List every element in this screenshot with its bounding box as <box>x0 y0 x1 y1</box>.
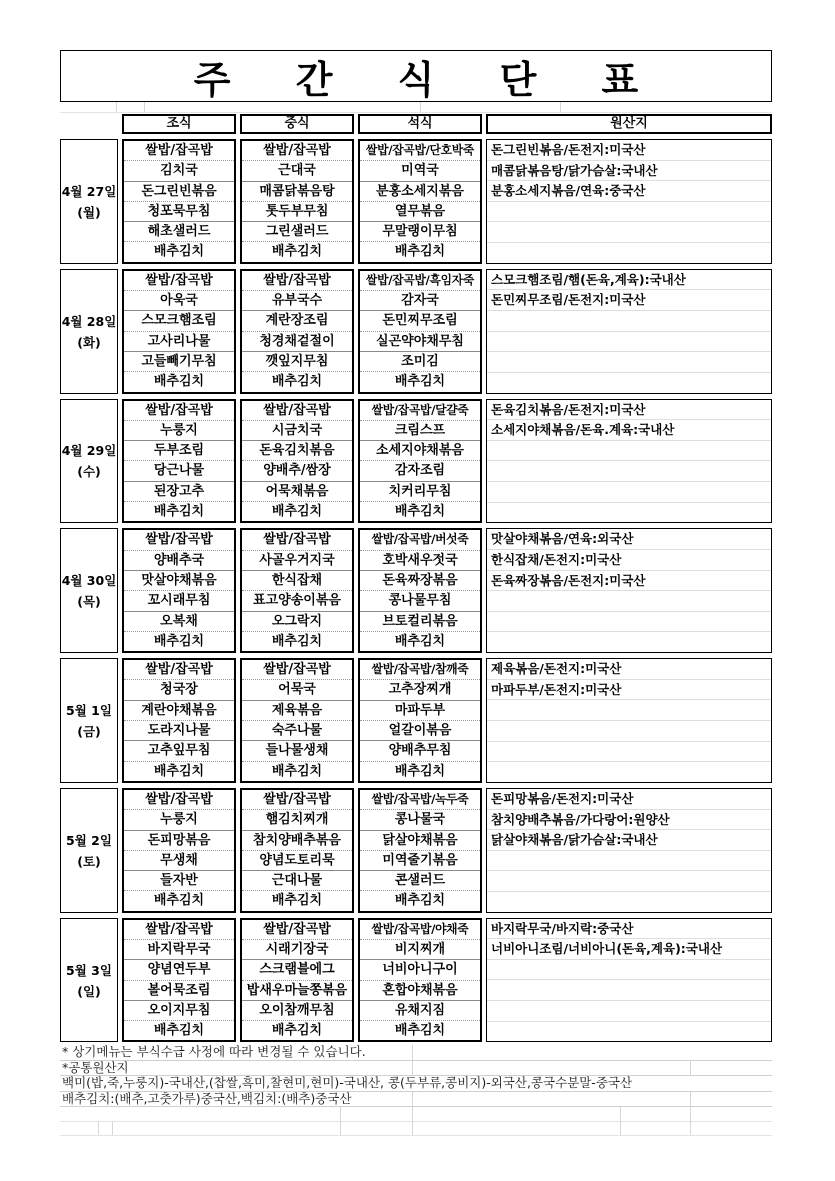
breakfast-menu <box>122 139 236 264</box>
menu-item: 쌀밥/잡곡밥/달걀죽 <box>371 402 469 417</box>
date-cell <box>60 528 118 653</box>
menu-item: 톳두부무침 <box>242 201 352 221</box>
menu-item: 쌀밥/잡곡밥/야채죽 <box>371 921 469 936</box>
menu-item: 감자국 <box>360 290 480 310</box>
menu-item: 고추장찌개 <box>360 679 480 699</box>
origin-line <box>487 461 771 482</box>
menu-item: 스모크햄조림 <box>124 310 234 330</box>
origin-cell <box>486 658 772 783</box>
origin-line: 참치양배추볶음/가다랑어:원양산 <box>487 810 771 831</box>
menu-item: 배추김치 <box>124 241 234 261</box>
menu-item: 오이지무침 <box>124 1000 234 1020</box>
origin-line <box>487 1001 771 1022</box>
origin-cell <box>486 528 772 653</box>
day-row-tue <box>60 269 772 394</box>
menu-item: 당근나물 <box>124 460 234 480</box>
origin-line: 스모크햄조림/햄(돈육,계육):국내산 <box>487 270 771 291</box>
origin-line <box>487 352 771 373</box>
lunch-menu <box>240 658 354 783</box>
menu-item: 배추김치 <box>242 890 352 910</box>
menu-item: 닭살야채볶음 <box>360 830 480 850</box>
origin-line <box>487 243 771 263</box>
date-label: 4월 29일 <box>61 443 117 459</box>
menu-item: 쌀밥/잡곡밥/단호박죽 <box>366 143 474 157</box>
origin-line: 닭살야채볶음/닭가슴살:국내산 <box>487 830 771 851</box>
footer-notes <box>60 1045 772 1107</box>
menu-item: 배추김치 <box>360 761 480 781</box>
menu-item: 배추김치 <box>242 241 352 261</box>
date-cell <box>60 658 118 783</box>
menu-item: 표고양송이볶음 <box>242 590 352 610</box>
menu-item: 콩나물국 <box>360 809 480 829</box>
menu-item: 아욱국 <box>124 290 234 310</box>
weekday-label: (목) <box>77 594 101 610</box>
menu-item: 맛살야채볶음 <box>124 570 234 590</box>
menu-item: 배추김치 <box>242 371 352 391</box>
origin-line <box>487 871 771 892</box>
origin-line <box>487 721 771 742</box>
day-row-thu <box>60 528 772 653</box>
origin-line <box>487 980 771 1001</box>
menu-item: 비지찌개 <box>360 939 480 959</box>
date-cell <box>60 139 118 264</box>
menu-item: 배추김치 <box>242 761 352 781</box>
origin-cell <box>486 399 772 524</box>
weekday-label: (일) <box>77 983 101 999</box>
footer-note <box>60 1045 772 1061</box>
origin-line: 분홍소세지볶음/연육:중국산 <box>487 181 771 202</box>
menu-item: 미역국 <box>360 160 480 180</box>
page-title: 주 간 식 단 표 <box>193 57 665 102</box>
breakfast-menu <box>122 918 236 1043</box>
menu-item: 돈피망볶음 <box>124 830 234 850</box>
menu-item: 돈그린빈볶음 <box>124 181 234 201</box>
menu-item: 고들빼기무침 <box>124 351 234 371</box>
menu-item: 숙주나물 <box>242 720 352 740</box>
menu-item: 쌀밥/잡곡밥 <box>263 143 331 158</box>
menu-item: 시래기장국 <box>242 939 352 959</box>
menu-item: 쌀밥/잡곡밥 <box>263 921 331 937</box>
origin-cell <box>486 269 772 394</box>
breakfast-menu <box>122 658 236 783</box>
origin-line: 한식잡채/돈전지:미국산 <box>487 550 771 571</box>
menu-item: 배추김치 <box>360 241 480 261</box>
header-breakfast: 조식 <box>122 114 236 134</box>
menu-item: 쌀밥/잡곡밥 <box>145 921 213 937</box>
column-header-row <box>60 114 772 134</box>
day-row-sat <box>60 788 772 913</box>
origin-cell <box>486 139 772 264</box>
menu-item: 미역줄기볶음 <box>360 850 480 870</box>
menu-item: 바지락무국 <box>124 939 234 959</box>
menu-item: 고추잎무침 <box>124 740 234 760</box>
menu-item: 햄김치찌개 <box>242 809 352 829</box>
menu-item: 제육볶음 <box>242 700 352 720</box>
footer-common-origin-line1-text: 백미(밥,죽,누룽지)-국내산,(찹쌀,흑미,찰현미,현미)-국내산, 콩(두부류,콩비지)-외국산,콩국수분말-중국산 <box>62 1075 633 1091</box>
menu-item: 청경채겉절이 <box>242 331 352 351</box>
menu-item: 쌀밥/잡곡밥 <box>145 532 213 548</box>
menu-item: 청국장 <box>124 679 234 699</box>
menu-item: 볼어묵조림 <box>124 980 234 1000</box>
menu-item: 쌀밥/잡곡밥/흑임자죽 <box>366 272 474 287</box>
menu-item: 양배추국 <box>124 550 234 570</box>
date-label: 4월 28일 <box>61 313 117 329</box>
origin-line <box>487 373 771 393</box>
lunch-menu <box>240 528 354 653</box>
date-label: 5월 1일 <box>66 703 112 719</box>
menu-item: 소세지야채볶음 <box>360 440 480 460</box>
dinner-menu <box>358 528 482 653</box>
menu-item: 두부조림 <box>124 440 234 460</box>
menu-item: 쌀밥/잡곡밥 <box>263 532 331 548</box>
header-lunch: 중식 <box>240 114 354 134</box>
footer-common-origin-line1 <box>60 1076 772 1092</box>
breakfast-menu <box>122 269 236 394</box>
menu-item: 사골우거지국 <box>242 550 352 570</box>
menu-item: 배추김치 <box>360 1020 480 1040</box>
origin-line: 맛살야채볶음/연육:외국산 <box>487 529 771 550</box>
breakfast-menu <box>122 528 236 653</box>
origin-line: 돈육김치볶음/돈전지:미국산 <box>487 400 771 421</box>
menu-item: 근대나물 <box>242 870 352 890</box>
breakfast-menu <box>122 788 236 913</box>
weekday-label: (수) <box>77 464 101 480</box>
meal-plan-sheet <box>60 50 772 1151</box>
origin-line <box>487 441 771 462</box>
dinner-menu <box>358 139 482 264</box>
menu-item: 양배추/쌈장 <box>242 460 352 480</box>
menu-item: 쌀밥/잡곡밥 <box>145 402 213 418</box>
footer-common-origin-line2 <box>60 1092 772 1108</box>
menu-item: 깻잎지무침 <box>242 351 352 371</box>
menu-item: 배추김치 <box>124 890 234 910</box>
menu-item: 배추김치 <box>124 761 234 781</box>
origin-line <box>487 612 771 633</box>
dinner-menu <box>358 918 482 1043</box>
origin-line <box>487 632 771 652</box>
menu-item: 실곤약야채무침 <box>360 331 480 351</box>
menu-item: 쌀밥/잡곡밥 <box>145 791 213 807</box>
menu-item: 매콤닭볶음탕 <box>242 181 352 201</box>
menu-item: 혼합야채볶음 <box>360 980 480 1000</box>
menu-item: 돈민찌무조림 <box>360 310 480 330</box>
origin-line <box>487 1022 771 1042</box>
menu-item: 감자조림 <box>360 460 480 480</box>
date-cell <box>60 399 118 524</box>
menu-item: 어묵채볶음 <box>242 481 352 501</box>
day-row-fri <box>60 658 772 783</box>
origin-line <box>487 503 771 523</box>
origin-line <box>487 892 771 912</box>
menu-item: 배추김치 <box>124 1020 234 1040</box>
spreadsheet-gridline-strip <box>60 1107 772 1151</box>
menu-item: 시금치국 <box>242 420 352 440</box>
lunch-menu <box>240 788 354 913</box>
menu-item: 배추김치 <box>124 631 234 651</box>
lunch-menu <box>240 918 354 1043</box>
menu-item: 쌀밥/잡곡밥/녹두죽 <box>371 791 469 806</box>
menu-item: 누룽지 <box>124 420 234 440</box>
origin-line <box>487 222 771 243</box>
menu-item: 쌀밥/잡곡밥 <box>145 272 213 288</box>
footer-common-origin-title <box>60 1061 772 1077</box>
menu-item: 고사리나물 <box>124 331 234 351</box>
menu-item: 너비아니구이 <box>360 959 480 979</box>
menu-item: 배추김치 <box>124 501 234 521</box>
menu-item: 꼬시래무침 <box>124 590 234 610</box>
dinner-menu <box>358 269 482 394</box>
menu-item: 조미김 <box>360 351 480 371</box>
menu-item: 오그락지 <box>242 611 352 631</box>
date-label: 4월 30일 <box>61 573 117 589</box>
breakfast-menu <box>122 399 236 524</box>
menu-item: 배추김치 <box>242 1020 352 1040</box>
origin-line <box>487 482 771 503</box>
date-label: 5월 3일 <box>66 962 112 978</box>
origin-line <box>487 762 771 782</box>
menu-item: 쌀밥/잡곡밥 <box>263 662 331 678</box>
menu-item: 스크램블에그 <box>242 959 352 979</box>
lunch-menu <box>240 139 354 264</box>
origin-cell <box>486 918 772 1043</box>
title-box <box>60 50 772 102</box>
menu-item: 분홍소세지볶음 <box>360 181 480 201</box>
menu-item: 배추김치 <box>360 501 480 521</box>
menu-item: 치커리무침 <box>360 481 480 501</box>
spreadsheet-gridline-strip <box>60 102 772 113</box>
origin-line <box>487 202 771 223</box>
menu-item: 오이참깨무침 <box>242 1000 352 1020</box>
menu-item: 열무볶음 <box>360 201 480 221</box>
menu-item: 배추김치 <box>360 371 480 391</box>
origin-line: 돈육짜장볶음/돈전지:미국산 <box>487 571 771 592</box>
menu-item: 쌀밥/잡곡밥 <box>263 402 331 418</box>
dinner-menu <box>358 399 482 524</box>
footer-common-origin-title-text: *공통원산지 <box>62 1059 129 1075</box>
menu-item: 쌀밥/잡곡밥 <box>263 272 331 288</box>
menu-item: 쌀밥/잡곡밥 <box>263 791 331 807</box>
menu-item: 쌀밥/잡곡밥 <box>145 662 213 678</box>
menu-item: 해초샐러드 <box>124 221 234 241</box>
menu-item: 된장고추 <box>124 481 234 501</box>
date-column-spacer <box>60 114 118 134</box>
origin-line: 제육볶음/돈전지:미국산 <box>487 659 771 680</box>
menu-item: 쌀밥/잡곡밥/버섯죽 <box>371 532 469 547</box>
header-origin: 원산지 <box>486 114 772 134</box>
date-cell <box>60 269 118 394</box>
day-row-mon <box>60 139 772 264</box>
origin-line: 마파두부/돈전지:미국산 <box>487 680 771 701</box>
date-label: 5월 2일 <box>66 832 112 848</box>
menu-item: 김치국 <box>124 160 234 180</box>
origin-line: 돈민찌무조림/돈전지:미국산 <box>487 290 771 311</box>
menu-item: 돈육짜장볶음 <box>360 570 480 590</box>
weekday-label: (월) <box>77 204 101 220</box>
menu-item: 양배추무침 <box>360 740 480 760</box>
menu-item: 크림스프 <box>360 420 480 440</box>
origin-line: 너비아니조림/너비아니(돈육,계육):국내산 <box>487 939 771 960</box>
origin-line <box>487 960 771 981</box>
menu-item: 양념연두부 <box>124 959 234 979</box>
menu-item: 밥새우마늘쫑볶음 <box>242 980 352 1000</box>
menu-item: 쌀밥/잡곡밥/참깨죽 <box>371 662 469 677</box>
menu-item: 어묵국 <box>242 679 352 699</box>
origin-line <box>487 700 771 721</box>
origin-line <box>487 851 771 872</box>
menu-item: 쌀밥/잡곡밥 <box>145 143 213 158</box>
origin-line <box>487 332 771 353</box>
weekday-label: (화) <box>77 334 101 350</box>
menu-item: 계란야채볶음 <box>124 700 234 720</box>
menu-item: 얼갈이볶음 <box>360 720 480 740</box>
lunch-menu <box>240 399 354 524</box>
day-row-wed <box>60 399 772 524</box>
header-dinner: 석식 <box>358 114 482 134</box>
date-label: 4월 27일 <box>61 183 117 199</box>
menu-item: 호박새우젓국 <box>360 550 480 570</box>
menu-item: 누룽지 <box>124 809 234 829</box>
menu-item: 도라지나물 <box>124 720 234 740</box>
menu-item: 배추김치 <box>124 371 234 391</box>
menu-item: 콩나물무침 <box>360 590 480 610</box>
menu-item: 계란장조림 <box>242 310 352 330</box>
origin-line: 돈피망볶음/돈전지:미국산 <box>487 789 771 810</box>
menu-item: 콘샐러드 <box>360 870 480 890</box>
menu-item: 청포묵무침 <box>124 201 234 221</box>
menu-item: 배추김치 <box>360 631 480 651</box>
menu-item: 참치양배추볶음 <box>242 830 352 850</box>
menu-item: 한식잡채 <box>242 570 352 590</box>
origin-line: 매콤닭볶음탕/닭가슴살:국내산 <box>487 161 771 182</box>
origin-line <box>487 742 771 763</box>
menu-item: 근대국 <box>242 160 352 180</box>
footer-common-origin-line2-text: 배추김치:(배추,고춧가루)중국산,백김치:(배추)중국산 <box>62 1090 352 1106</box>
origin-line: 소세지야채볶음/돈육.계육:국내산 <box>487 420 771 441</box>
dinner-menu <box>358 658 482 783</box>
weekday-label: (토) <box>77 853 101 869</box>
menu-item: 양념도토리묵 <box>242 850 352 870</box>
date-cell <box>60 788 118 913</box>
menu-item: 들자반 <box>124 870 234 890</box>
weekday-label: (금) <box>77 724 101 740</box>
menu-item: 유부국수 <box>242 290 352 310</box>
menu-item: 들나물생채 <box>242 740 352 760</box>
origin-line <box>487 311 771 332</box>
origin-line <box>487 591 771 612</box>
origin-cell <box>486 788 772 913</box>
menu-item: 마파두부 <box>360 700 480 720</box>
lunch-menu <box>240 269 354 394</box>
origin-line: 돈그린빈볶음/돈전지:미국산 <box>487 140 771 161</box>
menu-item: 배추김치 <box>242 501 352 521</box>
day-row-sun <box>60 918 772 1043</box>
menu-item: 유채지짐 <box>360 1000 480 1020</box>
menu-item: 무생채 <box>124 850 234 870</box>
menu-item: 브토컬리볶음 <box>360 611 480 631</box>
menu-item: 오복채 <box>124 611 234 631</box>
origin-line: 바지락무국/바지락:중국산 <box>487 919 771 940</box>
menu-item: 그린샐러드 <box>242 221 352 241</box>
menu-item: 배추김치 <box>360 890 480 910</box>
menu-item: 배추김치 <box>242 631 352 651</box>
date-cell <box>60 918 118 1043</box>
menu-item: 돈육김치볶음 <box>242 440 352 460</box>
menu-item: 무말랭이무침 <box>360 221 480 241</box>
footer-note-text: * 상기메뉴는 부식수급 사정에 따라 변경될 수 있습니다. <box>62 1044 366 1060</box>
dinner-menu <box>358 788 482 913</box>
